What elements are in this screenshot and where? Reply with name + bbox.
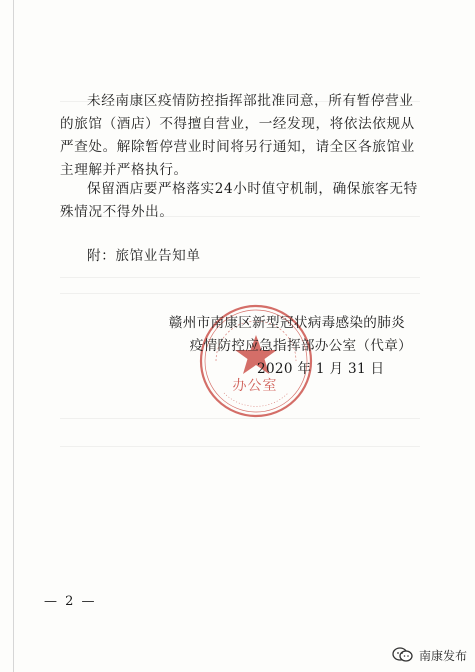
paragraph-duty-requirement: 保留酒店要严格落实24小时值守机制，确保旅客无特殊情况不得外出。 [60, 181, 418, 220]
page-edge-line [13, 0, 14, 672]
watermark [392, 646, 467, 664]
seal-label: 办公室 [232, 378, 278, 394]
page-number: — 2 — [44, 594, 97, 609]
bleed-through-line [60, 277, 420, 278]
signature-organization-line-2: 疫情防控应急指挥部办公室（代章） [189, 338, 412, 354]
bleed-through-line [60, 446, 420, 447]
signature-date: 2020 年 1 月 31 日 [257, 361, 385, 377]
paragraph-suspension-notice: 未经南康区疫情防控指挥部批准同意，所有暂停营业的旅馆（酒店）不得擅自营业，一经发现，将依法依规从严查处。解除暂停营业时间将另行通知，请全区各旅馆业主理解并严格执行。 [60, 93, 415, 178]
signature-organization-line-1: 赣州市南康区新型冠状病毒感染的肺炎 [168, 315, 405, 331]
watermark-text: 南康发布 [418, 648, 467, 663]
wechat-channel-icon [392, 646, 414, 664]
bleed-through-line [60, 293, 420, 294]
attachment-line: 附：旅馆业告知单 [87, 248, 201, 264]
